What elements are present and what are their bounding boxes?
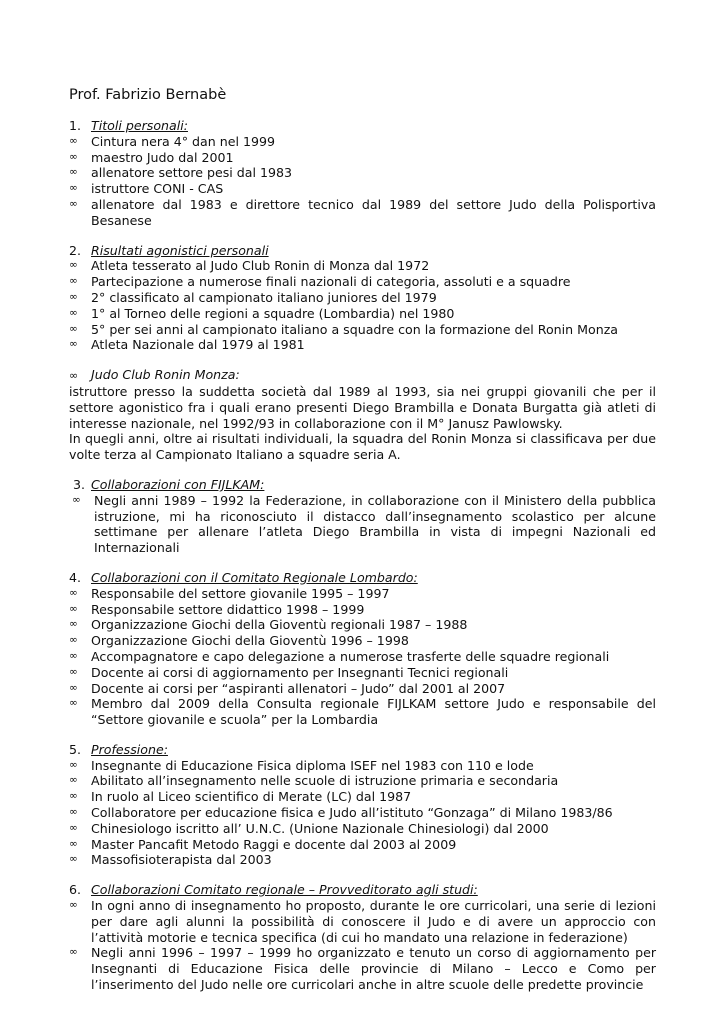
infinity-bullet-icon: ∞ (69, 338, 78, 351)
list-item: ∞ Chinesiologo iscritto all’ U.N.C. (Unione Nazionale Chinesiologi) dal 2000 (69, 820, 549, 836)
section-heading (69, 742, 656, 758)
infinity-bullet-icon: ∞ (69, 649, 78, 662)
list-item: ∞ Negli anni 1989 – 1992 la Federazione, in collaborazione con il Ministero della pubblica istruzione, mi ha riconosciuto il distacco dall’insegnamento scolastico per alcune settimane per allenare l’atleta Diego Brambilla in vista di impegni Nazionali ed Internazionali (72, 492, 656, 556)
section-collaborazioni-fijlkam (69, 477, 656, 556)
infinity-bullet-icon: ∞ (69, 259, 78, 272)
list-item: ∞ Docente ai corsi di aggiornamento per Insegnanti Tecnici regionali (69, 664, 509, 680)
list-item: ∞ 2° classificato al campionato italiano juniores del 1979 (69, 289, 437, 305)
infinity-bullet-icon: ∞ (69, 166, 78, 179)
paragraph: istruttore presso la suddetta società dal 1989 al 1993, sia nei gruppi giovanili che per il settore agonistico fra i quali erano presenti Diego Brambilla e Donata Burgatta già atleti di interesse nazionale, nel 1992/93 in collaborazione con il M° Janusz Pawlowsky. (69, 383, 656, 431)
infinity-bullet-icon: ∞ (69, 275, 78, 288)
list-item: ∞ Massofisioterapista dal 2003 (69, 852, 272, 868)
list-item: ∞ Negli anni 1996 – 1997 – 1999 ho organizzato e tenuto un corso di aggiornamento per Insegnanti di Educazione Fisica delle provincie di Milano – Lecco e Como per l’inserimento del Judo nelle ore curricolari anche in altre scuole delle predette provincie (69, 945, 656, 993)
section-heading (69, 367, 656, 384)
infinity-bullet-icon: ∞ (69, 602, 78, 615)
list-item: ∞ Membro dal 2009 della Consulta regionale FIJLKAM settore Judo e responsabile del “Settore giovanile e scuola” per la Lombardia (69, 696, 656, 728)
infinity-bullet-icon: ∞ (69, 306, 78, 319)
section-heading (69, 243, 656, 259)
section-number: 6. (69, 882, 82, 898)
list-item: ∞ Accompagnatore e capo delegazione a numerose trasferte delle squadre regionali (69, 648, 610, 664)
infinity-bullet-icon: ∞ (69, 290, 78, 303)
section-title: Collaborazioni con il Comitato Regionale Lombardo: (91, 569, 418, 585)
infinity-bullet-icon: ∞ (69, 946, 78, 959)
list-item: ∞ Cintura nera 4° dan nel 1999 (69, 133, 276, 149)
section-comitato-regionale (69, 570, 656, 728)
list-item: ∞ Organizzazione Giochi della Gioventù 1996 – 1998 (69, 633, 409, 649)
section-heading (69, 118, 656, 134)
section-heading (69, 570, 656, 586)
list-item: ∞ allenatore settore pesi dal 1983 (69, 165, 293, 181)
infinity-bullet-icon: ∞ (69, 182, 78, 195)
list-item: ∞ Atleta tesserato al Judo Club Ronin di Monza dal 1972 (69, 258, 430, 274)
section-title: Risultati agonistici personali (91, 242, 269, 258)
list-item: ∞ Organizzazione Giochi della Gioventù regionali 1987 – 1988 (69, 617, 468, 633)
section-professione (69, 742, 656, 868)
section-number: 2. (69, 242, 82, 258)
infinity-bullet-icon: ∞ (69, 899, 78, 912)
section-title: Judo Club Ronin Monza: (91, 367, 240, 383)
list-item: ∞ 1° al Torneo delle regioni a squadre (Lombardia) nel 1980 (69, 305, 455, 321)
infinity-bullet-icon: ∞ (69, 369, 79, 383)
infinity-bullet-icon: ∞ (69, 758, 78, 771)
section-title: Collaborazioni con FIJLKAM: (91, 476, 265, 492)
cv-content (69, 86, 656, 1007)
list-item: ∞ Docente ai corsi per “aspiranti allenatori – Judo” dal 2001 al 2007 (69, 680, 506, 696)
list-item: ∞ In ruolo al Liceo scientifico di Merate (LC) dal 1987 (69, 789, 412, 805)
infinity-bullet-icon: ∞ (69, 618, 78, 631)
list-item: ∞ Master Pancafit Metodo Raggi e docente dal 2003 al 2009 (69, 836, 457, 852)
section-titoli-personali (69, 118, 656, 229)
infinity-bullet-icon: ∞ (69, 634, 78, 647)
infinity-bullet-icon: ∞ (69, 774, 78, 787)
section-judo-club-ronin (69, 367, 656, 463)
paragraph: In quegli anni, oltre ai risultati individuali, la squadra del Ronin Monza si classificava per due volte terza al Campionato Italiano a squadre seria A. (69, 431, 656, 463)
infinity-bullet-icon: ∞ (69, 837, 78, 850)
section-number: 1. (69, 118, 82, 133)
list-item: ∞ Responsabile settore didattico 1998 – 1999 (69, 601, 365, 617)
section-heading (69, 882, 656, 898)
infinity-bullet-icon: ∞ (69, 821, 78, 834)
list-item: ∞ Abilitato all’insegnamento nelle scuole di istruzione primaria e secondaria (69, 773, 559, 789)
list-item: ∞ 5° per sei anni al campionato italiano a squadre con la formazione del Ronin Monza (69, 321, 619, 337)
section-number: 5. (69, 741, 82, 757)
list-item: ∞ allenatore dal 1983 e direttore tecnico dal 1989 del settore Judo della Polisportiva Besanese (69, 196, 656, 228)
section-provveditorato (69, 882, 656, 993)
infinity-bullet-icon: ∞ (69, 806, 78, 819)
list-item: ∞ Responsabile del settore giovanile 1995 – 1997 (69, 585, 390, 601)
section-title: Professione: (91, 741, 168, 757)
document-title: Prof. Fabrizio Bernabè (69, 87, 227, 103)
infinity-bullet-icon: ∞ (69, 322, 78, 335)
infinity-bullet-icon: ∞ (72, 493, 81, 506)
infinity-bullet-icon: ∞ (69, 197, 78, 210)
section-number: 4. (69, 569, 82, 585)
infinity-bullet-icon: ∞ (69, 790, 78, 803)
infinity-bullet-icon: ∞ (69, 681, 78, 694)
infinity-bullet-icon: ∞ (69, 665, 78, 678)
infinity-bullet-icon: ∞ (69, 853, 78, 866)
section-title: Titoli personali: (91, 118, 188, 133)
section-number: 3. (73, 476, 86, 492)
list-item: ∞ Collaboratore per educazione fisica e Judo all’istituto “Gonzaga” di Milano 1983/86 (69, 805, 613, 821)
section-risultati-agonistici (69, 243, 656, 354)
infinity-bullet-icon: ∞ (69, 697, 78, 710)
list-item: ∞ istruttore CONI - CAS (69, 181, 224, 197)
section-heading (69, 477, 656, 493)
list-item: ∞ maestro Judo dal 2001 (69, 149, 234, 165)
list-item: ∞ In ogni anno di insegnamento ho proposto, durante le ore curricolari, una serie di lezioni per dare agli alunni la possibilità di conoscere il Judo e di avere un approccio con l’attività motorie e tecnica specifica (di cui ho mandato una relazione in federazione) (69, 898, 656, 945)
section-title: Collaborazioni Comitato regionale – Provveditorato agli studi: (91, 882, 478, 898)
infinity-bullet-icon: ∞ (69, 586, 78, 599)
list-item: ∞ Atleta Nazionale dal 1979 al 1981 (69, 337, 305, 353)
infinity-bullet-icon: ∞ (69, 150, 78, 163)
list-item: ∞ Insegnante di Educazione Fisica diploma ISEF nel 1983 con 110 e lode (69, 757, 534, 773)
infinity-bullet-icon: ∞ (69, 134, 78, 147)
list-item: ∞ Partecipazione a numerose finali nazionali di categoria, assoluti e a squadre (69, 274, 571, 290)
